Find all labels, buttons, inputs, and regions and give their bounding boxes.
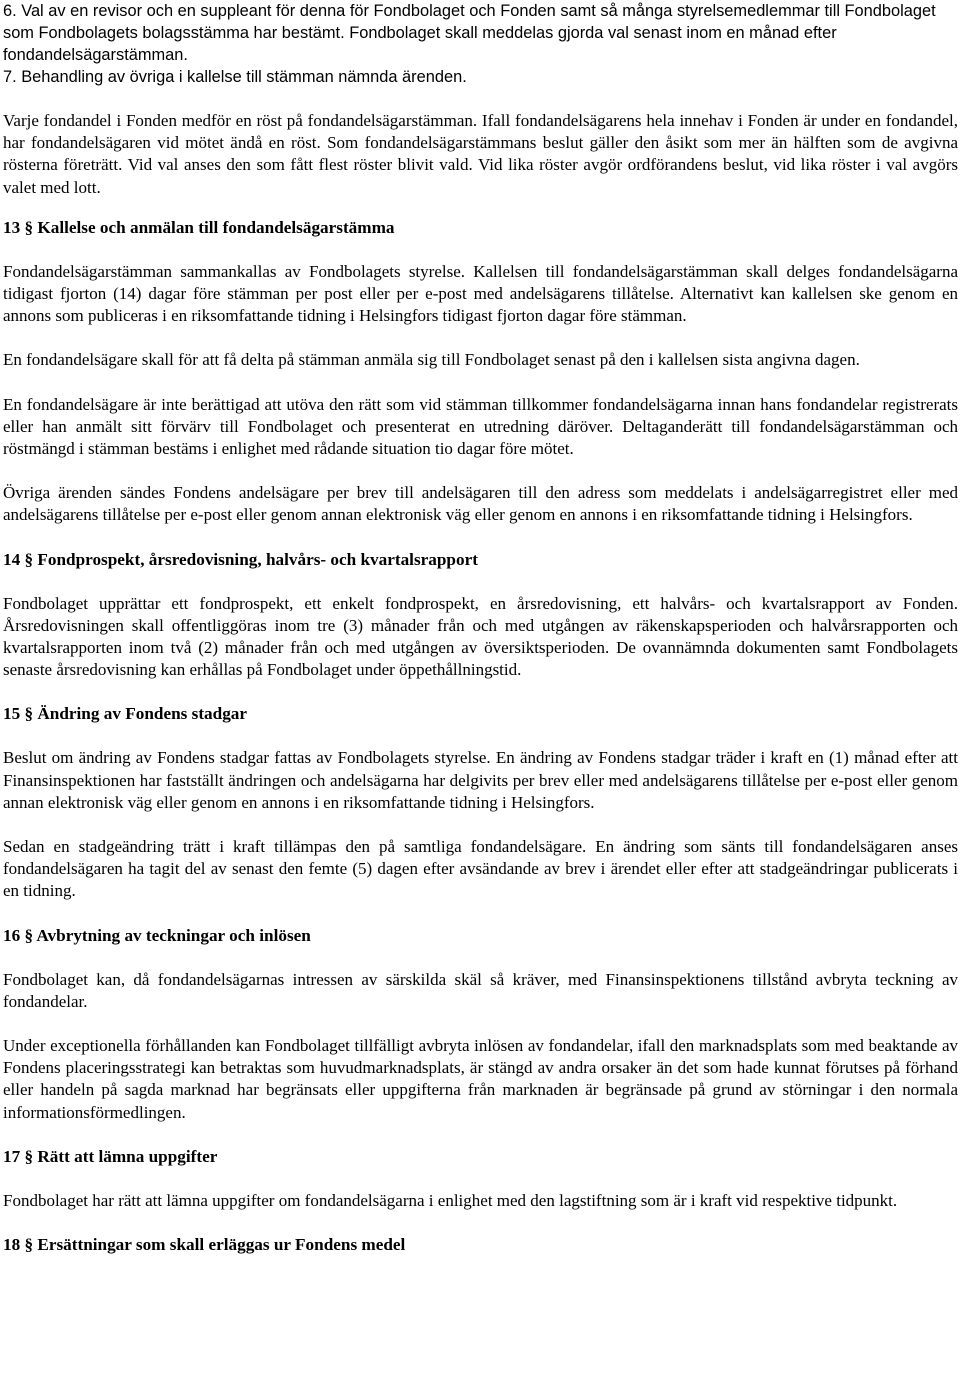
section-paragraph: Beslut om ändring av Fondens stadgar fattas av Fondbolagets styrelse. En ändring av Fondens stadgar träder i kraft en (1) månad efter att Finansinspektionen har fastställt ändringen och andelsägarna har delgivits per brev eller med andelsägarens tillåtelse per e-post eller genom annan elektronisk väg eller genom en annons i en riksomfattande tidning i Helsingfors.	[3, 748, 958, 812]
section-paragraph: Fondbolaget har rätt att lämna uppgifter om fondandelsägarna i enlighet med den lagstiftning som är i kraft vid respektive tidpunkt.	[3, 1190, 898, 1210]
section-paragraph: En fondandelsägare skall för att få delta på stämman anmäla sig till Fondbolaget senast på den i kallelsen sista angivna dagen.	[3, 350, 860, 370]
section-paragraph: Sedan en stadgeändring trätt i kraft tillämpas den på samtliga fondandelsägare. En ändring som sänts till fondandelsägaren anses fondandelsägaren ha tagit del av senast den femte (5) dagen efter avsändande av brev i ärendet eller efter att stadgeändringar publicerats i en tidning.	[3, 837, 958, 901]
list-item-6: 6. Val av en revisor och en suppleant för denna för Fondbolaget och Fonden samt så många styrelsemedlemmar till Fondbolaget som Fondbolagets bolagsstämma har bestämt. Fondbolaget skall meddelas gjorda val senast inom en månad efter fondandelsägarstämman.	[3, 2, 936, 64]
list-item-7: 7. Behandling av övriga i kallelse till stämman nämnda ärenden.	[3, 68, 467, 86]
section-heading: 13 § Kallelse och anmälan till fondandelsägarstämma	[3, 217, 395, 237]
section-16	[3, 925, 958, 1124]
section-paragraph: Under exceptionella förhållanden kan Fondbolaget tillfälligt avbryta inlösen av fondandelar, ifall den marknadsplats som med beaktande av Fondens placeringsstrategi kan betraktas som huvudmarknadsplats, är stängd av andra orsaker än det som hade kunnat förutses på förhand eller handeln på sagda marknad har begränsats eller uppgifterna från marknaden är begränsade på grund av störningar i den normala informationsförmedlingen.	[3, 1036, 958, 1122]
section-paragraph: Övriga ärenden sändes Fondens andelsägare per brev till andelsägaren till den adress som meddelats i andelsägarregistret eller med andelsägarens tillåtelse per e-post eller genom annan elektronisk väg eller genom en annons i en riksomfattande tidning i Helsingfors.	[3, 483, 958, 525]
section-15	[3, 703, 958, 902]
section-18	[3, 1234, 958, 1256]
section-17	[3, 1146, 958, 1212]
voting-paragraph: Varje fondandel i Fonden medför en röst på fondandelsägarstämman. Ifall fondandelsägarens hela innehav i Fonden är under en fondandel, har fondandelsägaren vid mötet ändå en röst. Som fondandelsägarstämmans beslut gäller den åsikt som mer än hälften som de avgivna rösterna företrätt. Vid val anses den som fått flest röster blivit vald. Vid lika röster avgör ordförandens beslut, vid lika röster i val avgörs valet med lott.	[3, 111, 958, 197]
section-paragraph: Fondbolaget upprättar ett fondprospekt, ett enkelt fondprospekt, en årsredovisning, ett halvårs- och kvartalsrapport av Fonden. Årsredovisningen skall offentliggöras inom tre (3) månader från och med utgången av räkenskapsperioden och halvårsrapporten och kvartalsrapporten inom två (2) månader från och med utgången av översiktsperioden. De ovannämnda dokumenten samt Fondbolagets senaste årsredovisning kan erhållas på Fondbolaget under öppethållningstid.	[3, 593, 958, 680]
section-paragraph: Fondbolaget kan, då fondandelsägarnas intressen av särskilda skäl så kräver, med Finansinspektionens tillstånd avbryta teckning av fondandelar.	[3, 969, 958, 1011]
section-13	[3, 217, 958, 527]
section-paragraph: Fondandelsägarstämman sammankallas av Fondbolagets styrelse. Kallelsen till fondandelsägarstämman skall delges fondandelsägarna tidigast fjorton (14) dagar före stämman per post eller per e-post med andelsägarens tillåtelse. Alternativt kan kallelsen ske genom en annons som publiceras i en riksomfattande tidning i Helsingfors tidigast fjorton dagar före stämman.	[3, 261, 958, 326]
section-heading: 17 § Rätt att lämna uppgifter	[3, 1146, 218, 1166]
section-14	[3, 549, 958, 682]
section-heading: 15 § Ändring av Fondens stadgar	[3, 704, 248, 724]
section-heading: 16 § Avbrytning av teckningar och inlösen	[3, 925, 311, 945]
section-heading: 18 § Ersättningar som skall erläggas ur Fondens medel	[3, 1235, 406, 1255]
section-heading: 14 § Fondprospekt, årsredovisning, halvårs- och kvartalsrapport	[3, 549, 478, 569]
section-paragraph: En fondandelsägare är inte berättigad att utöva den rätt som vid stämman tillkommer fondandelsägarna innan hans fondandelar registrerats eller han anmält sitt förvärv till Fondbolaget och presenterat en utredning däröver. Deltaganderätt till fondandelsägarstämman och röstmängd i stämman bestäms i enlighet med rådande situation tio dagar före mötet.	[3, 394, 958, 459]
